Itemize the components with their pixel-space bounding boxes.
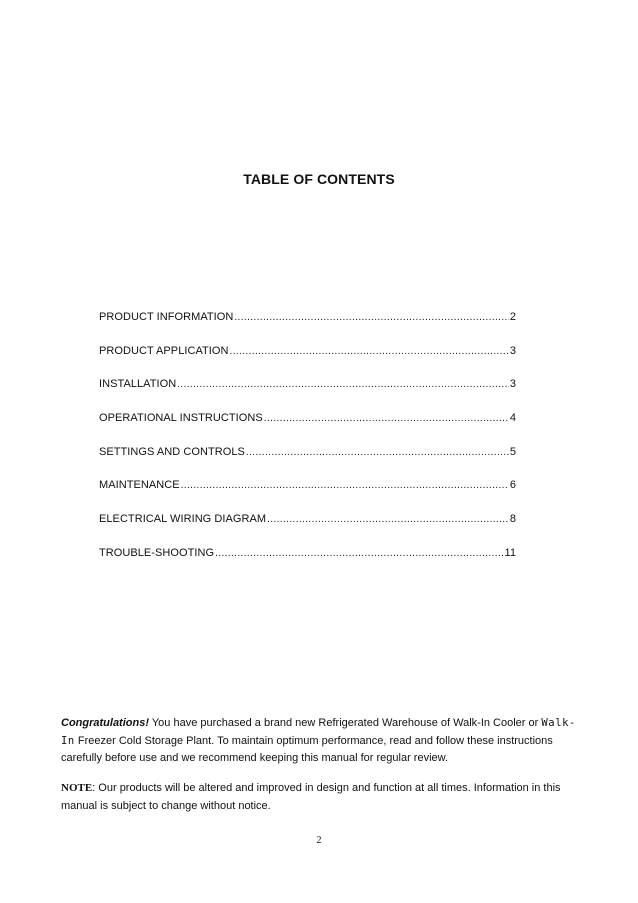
intro-paragraph (61, 715, 581, 768)
page-title: TABLE OF CONTENTS (243, 171, 395, 187)
table-of-contents (99, 311, 516, 581)
toc-dot-leader (267, 514, 509, 525)
toc-entry-page: 4 (509, 412, 516, 425)
toc-entry-label: SETTINGS AND CONTROLS (99, 445, 245, 458)
note-label: NOTE (61, 782, 93, 794)
toc-entry-product-information[interactable] (99, 311, 516, 345)
toc-entry-label: INSTALLATION (99, 378, 177, 391)
toc-dot-leader (181, 480, 509, 491)
toc-entry-label: MAINTENANCE (99, 479, 180, 492)
toc-entry-settings-and-controls[interactable] (99, 446, 516, 480)
toc-entry-label: PRODUCT INFORMATION (99, 311, 234, 323)
toc-entry-page: 5 (509, 445, 516, 458)
toc-entry-label: OPERATIONAL INSTRUCTIONS (99, 412, 263, 425)
toc-dot-leader (264, 413, 509, 424)
toc-dot-leader (246, 447, 509, 458)
toc-entry-label: TROUBLE-SHOOTING (99, 546, 215, 559)
intro-lead: Congratulations! (61, 717, 149, 729)
toc-dot-leader (230, 346, 509, 357)
toc-entry-trouble-shooting[interactable] (99, 547, 516, 581)
toc-entry-page: 8 (509, 513, 516, 526)
toc-dot-leader (177, 379, 509, 390)
note-text: : Our products will be altered and improved in design and function at all times. Information in this manual is subject to change without notice. (61, 782, 561, 812)
toc-entry-page: 11 (504, 546, 516, 559)
page-number: 2 (316, 835, 322, 846)
toc-entry-product-application[interactable] (99, 345, 516, 379)
toc-dot-leader (234, 312, 508, 323)
toc-entry-label: PRODUCT APPLICATION (99, 344, 229, 357)
toc-entry-maintenance[interactable] (99, 479, 516, 513)
toc-entry-installation[interactable] (99, 378, 516, 412)
intro-text-before: You have purchased a brand new Refrigerated Warehouse of Walk-In Cooler or (149, 717, 542, 729)
toc-entry-page: 3 (509, 344, 516, 357)
toc-entry-page: 3 (509, 378, 516, 391)
toc-entry-page: 6 (509, 479, 516, 492)
toc-entry-page: 2 (509, 311, 516, 323)
toc-entry-electrical-wiring-diagram[interactable] (99, 513, 516, 547)
toc-entry-operational-instructions[interactable] (99, 412, 516, 446)
toc-dot-leader (215, 548, 503, 559)
toc-entry-label: ELECTRICAL WIRING DIAGRAM (99, 513, 267, 526)
intro-text-after: Freezer Cold Storage Plant. To maintain optimum performance, read and follow these instructions carefully before use and we recommend keeping this manual for regular review. (61, 734, 553, 764)
note-paragraph (61, 780, 581, 815)
intro-mono-text: Walk-In (61, 717, 576, 747)
